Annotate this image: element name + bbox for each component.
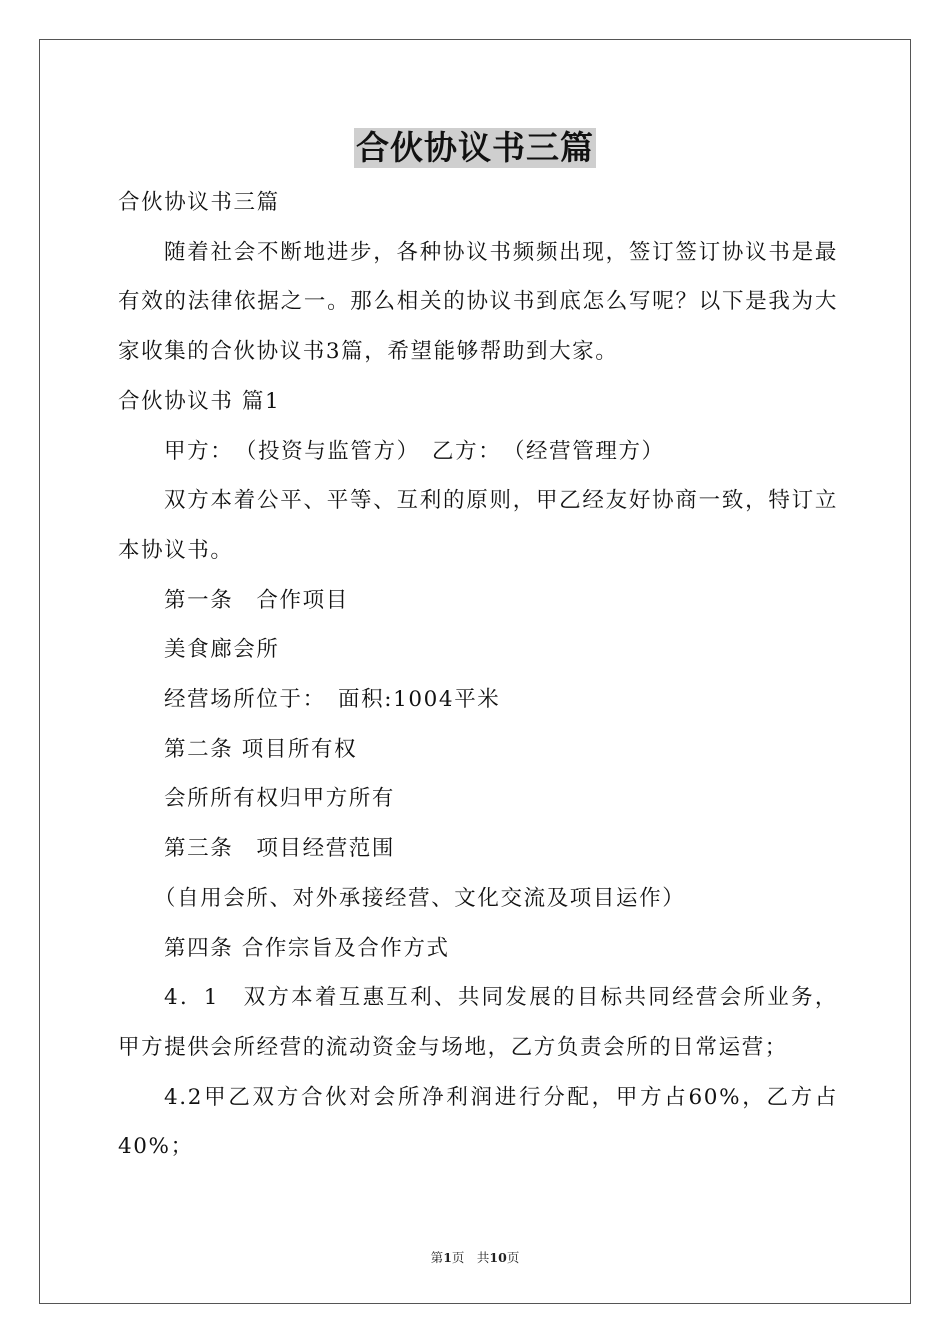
total-pages: 10: [489, 1250, 507, 1265]
article-heading: 第一条 合作项目: [164, 587, 349, 613]
paragraph: 4．1 双方本着互惠互利、共同发展的目标共同经营会所业务，甲方提供会所经营的流动资金与场地，乙方负责会所的日常运营；: [118, 985, 838, 1060]
paragraph: 经营场所位于： 面积:1004平米: [164, 687, 501, 713]
footer-page-suffix: 页 共: [451, 1250, 490, 1265]
document-title: 合伙协议书三篇: [356, 128, 594, 167]
paragraph: 美食廊会所: [164, 637, 280, 663]
article-heading: 第二条 项目所有权: [164, 736, 358, 762]
paragraph: 随着社会不断地进步，各种协议书频频出现，签订签订协议书是最有效的法律依据之一。那么相关的协议书到底怎么写呢？以下是我为大家收集的合伙协议书3篇，希望能够帮助到大家。: [118, 239, 838, 365]
paragraph: （自用会所、对外承接经营、文化交流及项目运作）: [154, 885, 686, 911]
paragraph: 会所所有权归甲方所有: [164, 786, 396, 812]
document-body: [118, 178, 838, 1172]
article-heading: 第四条 合作宗旨及合作方式: [164, 935, 450, 961]
paragraph: 双方本着公平、平等、互利的原则，甲乙经友好协商一致，特订立本协议书。: [118, 488, 838, 563]
page-number: 1: [443, 1250, 452, 1265]
paragraph: 甲方： （投资与监管方） 乙方： （经营管理方）: [164, 438, 665, 464]
footer-prefix: 第: [430, 1250, 444, 1265]
page-footer: [0, 1248, 950, 1266]
article-heading: 第三条 项目经营范围: [164, 836, 396, 862]
paragraph: 合伙协议书三篇: [118, 190, 280, 215]
footer-total-suffix: 页: [506, 1250, 520, 1265]
paragraph: 4.2甲乙双方合伙对会所净利润进行分配，甲方占60%，乙方占40%；: [118, 1084, 838, 1160]
section-heading: 合伙协议书 篇1: [118, 388, 281, 414]
title-container: [0, 128, 950, 168]
